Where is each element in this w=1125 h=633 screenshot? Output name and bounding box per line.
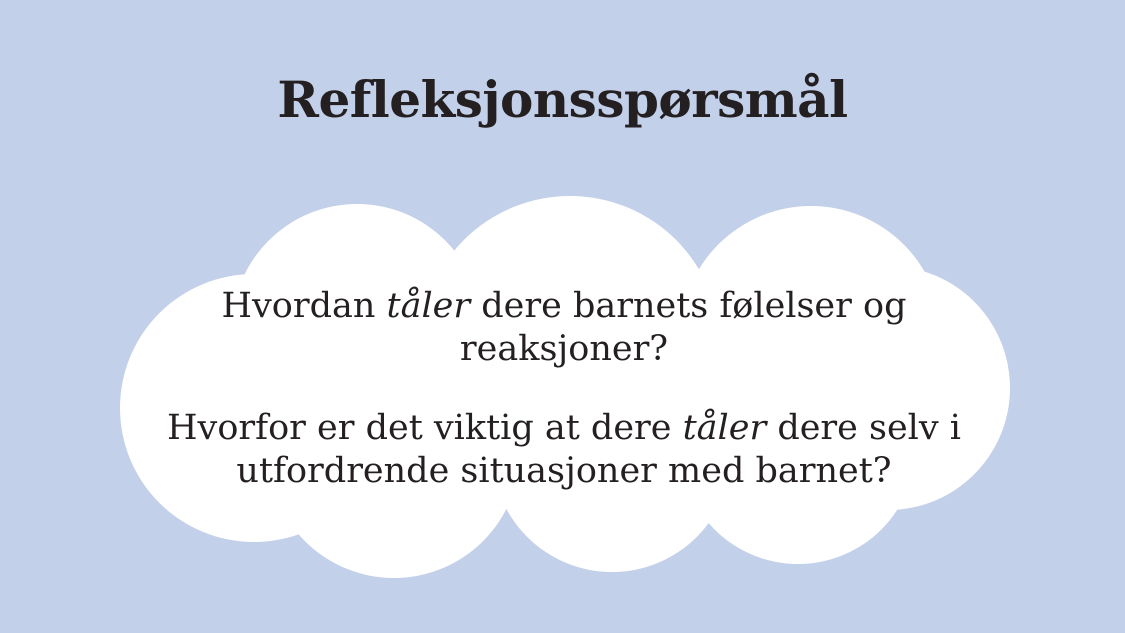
question-2-text-before: Hvorfor er det viktig at dere — [167, 407, 683, 448]
reflection-question-2 — [140, 407, 988, 494]
question-1-text-before: Hvordan — [221, 286, 387, 326]
page-title: Refleksjonsspørsmål — [277, 70, 848, 129]
reflection-questions — [140, 250, 988, 529]
question-2-text-after: dere selv i utfordrende situasjoner med barnet? — [236, 407, 961, 492]
question-1-text-after: dere barnets følelser og reaksjoner? — [459, 286, 907, 370]
question-1-emphasis: tåler — [386, 286, 471, 326]
reflection-question-1 — [140, 285, 988, 372]
question-2-emphasis: tåler — [682, 407, 767, 448]
